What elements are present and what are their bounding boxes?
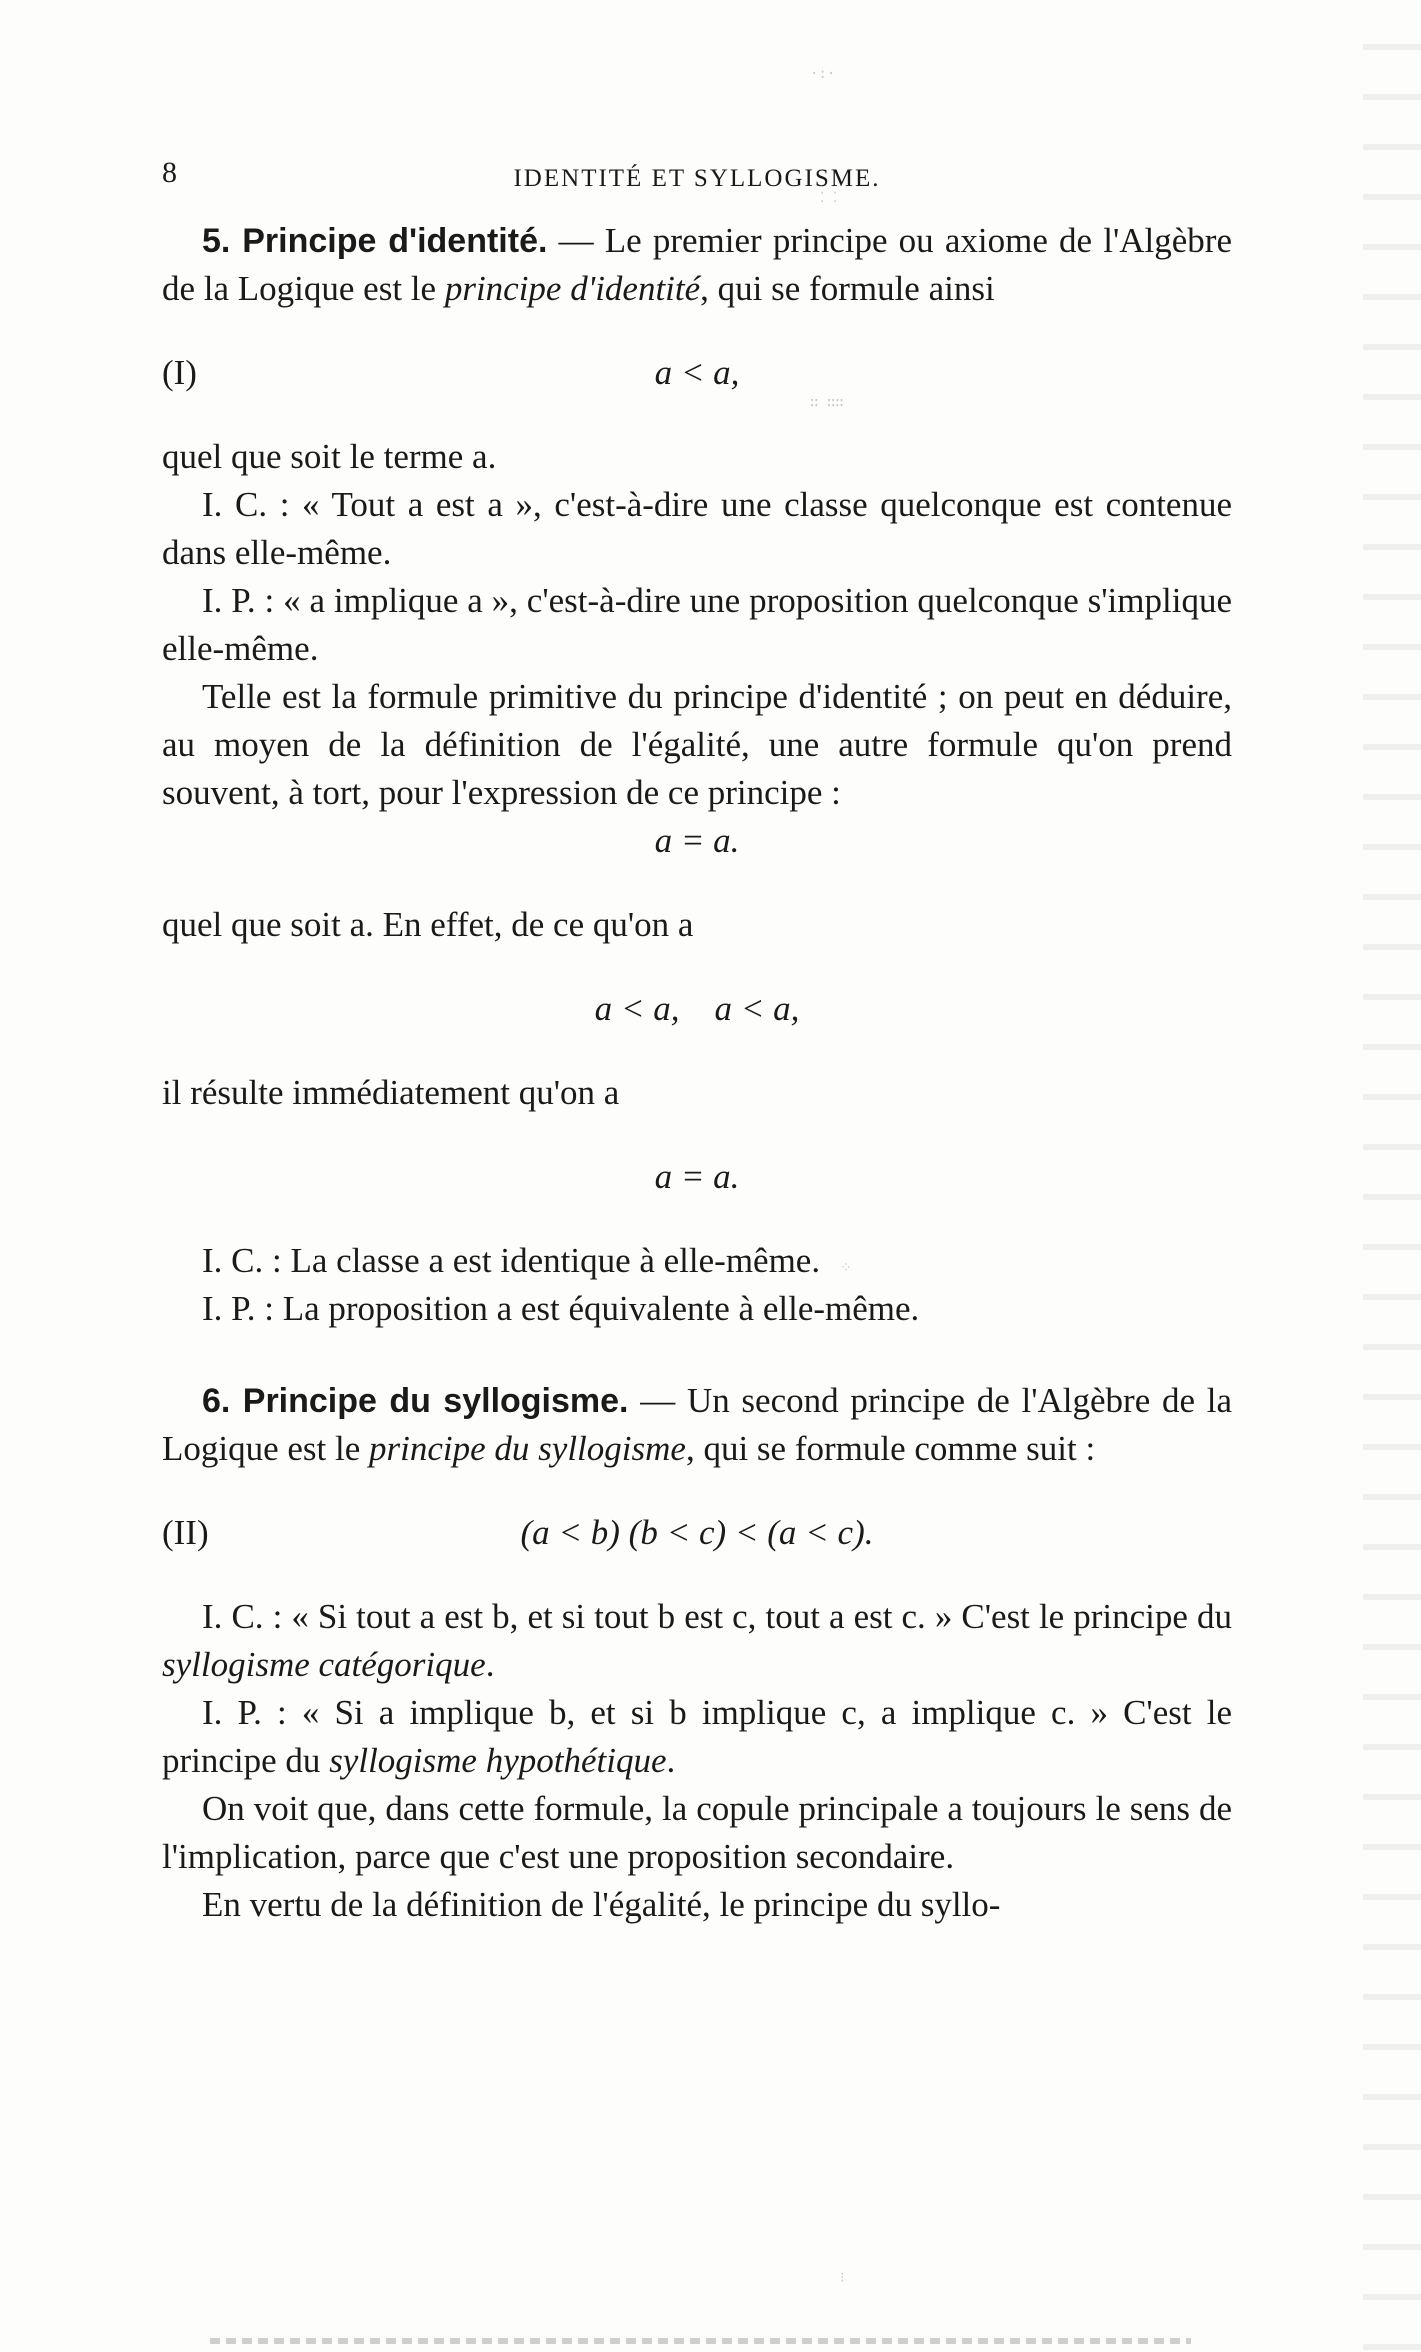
scan-speck: ·:· [810,66,836,82]
scan-speck: ∷ ∷∷ [810,395,844,411]
running-header [162,145,1232,193]
section-6-heading: 6. Principe du syllogisme. [202,1382,629,1420]
formula-expression: a < a, [654,353,740,392]
section-5-intro: 5. Principe d'identité. — Le premier principe ou axiome de l'Algèbre de la Logique est le principe d'identité, qui se formule ainsi [162,221,1232,308]
formula-label: (II) [162,1513,209,1552]
scan-speck: ⁘ [840,1260,852,1276]
paragraph: quel que soit a. En effet, de ce qu'on a [162,905,694,944]
scan-margin-artifacts [1363,0,1421,2352]
paragraph: On voit que, dans cette formule, la copule principale a toujours le sens de l'implication, parce que c'est une proposition secondaire. [162,1789,1232,1876]
formula-label: (I) [162,353,197,392]
paragraph-ic: I. C. : « Si tout a est b, et si tout b est c, tout a est c. » C'est le principe du syllogisme catégorique. [162,1597,1232,1684]
section-5-heading: 5. Principe d'identité. [202,222,548,260]
scan-speck: ⁚ ⁚ [820,190,838,206]
paragraph: il résulte immédiatement qu'on a [162,1073,620,1112]
paragraph-ip: I. P. : La proposition a est équivalente à elle-même. [202,1289,920,1328]
formula-expression: a = a. [654,821,740,860]
paragraph-ic: I. C. : « Tout a est a », c'est-à-dire une classe quelconque est contenue dans elle-même. [162,485,1232,572]
running-title: IDENTITÉ ET SYLLOGISME. [513,165,881,192]
formula-II [162,1509,1232,1557]
paragraph: quel que soit le terme a. [162,437,497,476]
paragraph: En vertu de la définition de l'égalité, le principe du syllo- [202,1885,1001,1924]
formula-equality [162,817,1232,865]
section-6-intro: 6. Principe du syllogisme. — Un second principe de l'Algèbre de la Logique est le principe du syllogisme, qui se formule comme suit : [162,1381,1232,1468]
formula-pair [162,985,1232,1033]
formula-I [162,349,1232,397]
paragraph: Telle est la formule primitive du principe d'identité ; on peut en déduire, au moyen de la définition de l'égalité, une autre formule qu'on prend souvent, à tort, pour l'expression de ce principe : [162,677,1232,812]
scan-speck: ⁝ [840,2270,845,2286]
book-page [162,145,1232,1929]
paragraph-ip: I. P. : « a implique a », c'est-à-dire une proposition quelconque s'implique elle-même. [162,581,1232,668]
formula-expression: (a < b) (b < c) < (a < c). [520,1513,874,1552]
formula-equality [162,1153,1232,1201]
formula-expression: a = a. [654,1157,740,1196]
paragraph-ip: I. P. : « Si a implique b, et si b implique c, a implique c. » C'est le principe du syllogisme hypothétique. [162,1693,1232,1780]
paragraph-ic: I. C. : La classe a est identique à elle-même. [202,1241,821,1280]
scan-bottom-artifact [210,2338,1191,2344]
formula-expression: a < a, a < a, [594,989,800,1028]
page-number: 8 [162,156,179,189]
